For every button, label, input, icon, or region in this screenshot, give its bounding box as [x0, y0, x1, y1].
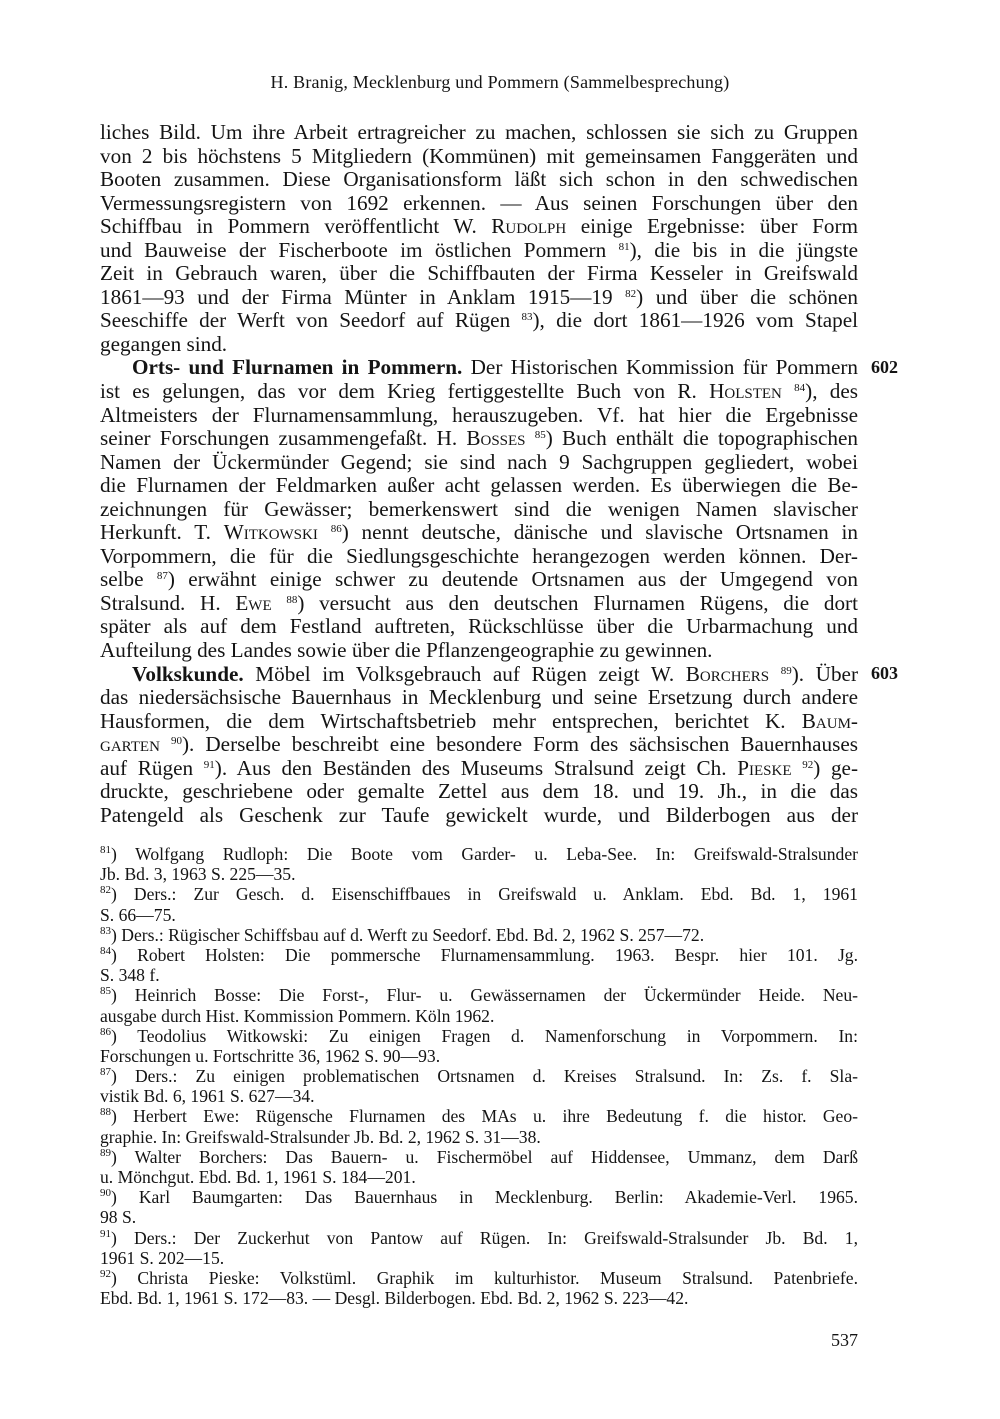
- footnote-paren: ): [111, 1227, 135, 1248]
- author-name: Rudolph: [491, 214, 567, 239]
- body-line: [100, 804, 858, 828]
- text-run: seiner Forschungen zusammengefaßt. H.: [100, 426, 467, 451]
- margin-number-603: 603: [871, 663, 898, 683]
- footnote-text: graphie. In: Greifswald-Stralsunder Jb. Bd. 2, 1962 S. 31—38.: [100, 1126, 541, 1147]
- footnote-paren: ): [111, 844, 136, 864]
- author-name: garten: [100, 732, 160, 757]
- text-run: ). Derselbe beschreibt eine besondere Form des sächsischen Bauernhauses: [181, 732, 858, 757]
- footnote-line: [100, 1248, 858, 1268]
- body-line: [100, 474, 858, 498]
- footnote-line: [100, 864, 858, 884]
- text-run: Schiffbau in Pommern veröffentlicht W.: [100, 214, 492, 239]
- footnote-number: 84: [100, 944, 111, 957]
- footnote-text: vistik Bd. 6, 1961 S. 627—34.: [100, 1086, 315, 1107]
- text-run: selbe: [100, 567, 157, 592]
- footnote-line: [100, 1127, 858, 1147]
- text-run: Herkunft. T.: [100, 520, 224, 545]
- body-line: [100, 545, 858, 569]
- footnote-line: [100, 905, 858, 925]
- footnote-ref: 87: [156, 570, 168, 583]
- footnote-line: [100, 925, 858, 945]
- footnote-ref: 84: [794, 382, 806, 395]
- footnote-line: [100, 1026, 858, 1046]
- footnote-text: Heinrich Bosse: Die Forst-, Flur- u. Gewässernamen der Ückermünder Heide. Neu-: [134, 985, 858, 1006]
- footnote-line: [100, 1187, 858, 1207]
- text-run: [791, 756, 802, 780]
- footnote-number: 81: [100, 844, 111, 856]
- footnote-text: Teodolius Witkowski: Zu einigen Fragen d. Namenforschung in Vorpommern. In:: [137, 1025, 858, 1046]
- body-line: [100, 192, 858, 216]
- footnote-line: [100, 965, 858, 985]
- text-run: ). Aus den Beständen des Museums Stralsund zeigt Ch.: [214, 755, 738, 780]
- footnote-paren: ): [111, 944, 138, 965]
- body-line: [100, 168, 858, 192]
- footnote-number: 82: [100, 884, 111, 897]
- text-run: [160, 732, 171, 756]
- footnote-text: Walter Borchers: Das Bauern- u. Fischermöbel auf Hiddensee, Ummanz, dem Darß: [134, 1146, 858, 1167]
- footnote-line: [100, 1268, 858, 1288]
- text-run: zeichnungen für Gewässer; bemerkenswert sind die wenigen Namen slavischer: [100, 496, 858, 521]
- text-run: Stralsund. H.: [100, 590, 236, 615]
- text-run: Möbel im Volksgebrauch auf Rügen zeigt W.: [243, 661, 686, 686]
- text-run: [769, 662, 781, 686]
- footnote-ref: 90: [170, 735, 182, 748]
- footnote-number: 92: [100, 1267, 111, 1280]
- footnote-text: Herbert Ewe: Rügensche Flurnamen des MAs u. ihre Bedeutung f. die histor. Geo-: [133, 1106, 858, 1127]
- body-line: [100, 615, 858, 639]
- footnote-text: ausgabe durch Hist. Kommission Pommern. Köln 1962.: [100, 1005, 495, 1026]
- footnote-paren: ): [111, 1187, 139, 1208]
- text-run: ), die bis in die jüngste: [629, 237, 859, 262]
- body-line: [100, 663, 858, 687]
- body-line: [100, 286, 858, 310]
- body-line: [100, 309, 858, 333]
- body-line: [100, 780, 858, 804]
- text-run: ), des: [805, 379, 858, 404]
- body-line: [100, 686, 858, 710]
- footnote-line: [100, 1288, 858, 1308]
- footnote-ref: 82: [625, 287, 637, 300]
- footnote-ref: 86: [330, 523, 342, 536]
- body-line: [100, 239, 858, 263]
- footnote-paren: ): [111, 1267, 138, 1288]
- text-run: gegangen sind.: [100, 331, 228, 356]
- footnote-text: Forschungen u. Fortschritte 36, 1962 S. 90—93.: [100, 1045, 441, 1066]
- footnote-ref: 88: [286, 593, 298, 606]
- text-run: Zeit in Gebrauch waren, über die Schiffbauten der Firma Kesseler in Greifswald: [100, 261, 858, 286]
- footnote-text: Ders.: Zur Gesch. d. Eisenschiffbaues in Greifswald u. Anklam. Ebd. Bd. 1, 1961: [133, 884, 858, 905]
- text-run: von 2 bis höchstens 5 Mitgliedern (Kommünen) mit gemeinsamen Fanggeräten und: [100, 143, 858, 168]
- text-run: [526, 426, 535, 450]
- text-run: ) nennt deutsche, dänische und slavische Ortsnamen in: [341, 520, 858, 545]
- footnote-ref: 83: [521, 311, 533, 324]
- footnote-text: Ebd. Bd. 1, 1961 S. 172—83. — Desgl. Bilderbogen. Ebd. Bd. 2, 1962 S. 223—42.: [100, 1288, 689, 1309]
- footnote-line: [100, 1228, 858, 1248]
- body-line: [100, 498, 858, 522]
- footnote-ref: 89: [780, 664, 792, 677]
- body-line: [100, 451, 858, 475]
- text-run: Patengeld als Geschenk zur Taufe gewickelt wurde, und Bilderbogen aus der: [100, 802, 858, 827]
- text-run: Altmeisters der Flurnamensammlung, herauszugeben. Vf. hat hier die Ergebnisse: [100, 402, 858, 427]
- body-line: [100, 380, 858, 404]
- text-run: Booten zusammen. Diese Organisationsform läßt sich schon in den schwedischen: [100, 167, 858, 192]
- body-line: [100, 145, 858, 169]
- text-run: ist es gelungen, das vor dem Krieg fertiggestellte Buch von R.: [100, 379, 710, 404]
- footnote-text: S. 66—75.: [100, 904, 176, 925]
- footnote-line: [100, 1167, 858, 1187]
- footnote-paren: ): [111, 924, 122, 945]
- text-run: Aufteilung des Landes sowie über die Pflanzengeographie zu gewinnen.: [100, 638, 713, 663]
- text-run: [272, 591, 287, 615]
- footnote-number: 83: [100, 924, 111, 937]
- footnote-text: 98 S.: [100, 1207, 137, 1228]
- body-line: [100, 639, 858, 663]
- text-run: auf Rügen: [100, 755, 204, 780]
- footnote-line: [100, 884, 858, 904]
- text-run: Vorpommern, die für die Siedlungsgeschichte herangezogen werden können. Der-: [100, 543, 858, 568]
- author-name: Ewe: [235, 590, 272, 615]
- author-name: Pieske: [737, 755, 792, 780]
- body-line: [100, 404, 858, 428]
- footnote-paren: ): [111, 1025, 138, 1046]
- text-run: druckte, geschriebene oder gemalte Zettel aus dem 18. und 19. Jh., in die das: [100, 779, 858, 804]
- footnote-line: [100, 1006, 858, 1026]
- footnote-text: 1961 S. 202—15.: [100, 1247, 225, 1268]
- page-number: 537: [831, 1330, 858, 1350]
- body-line: [100, 521, 858, 545]
- footnote-number: 89: [100, 1146, 111, 1159]
- section-heading: Volkskunde.: [132, 661, 244, 686]
- author-name: Baum-: [801, 708, 858, 733]
- text-run: [782, 379, 794, 403]
- body-line: [100, 568, 858, 592]
- footnote-paren: ): [111, 1066, 135, 1087]
- footnote-text: Karl Baumgarten: Das Bauernhaus in Mecklenburg. Berlin: Akademie-Verl. 1965.: [138, 1187, 858, 1208]
- footnote-ref: 85: [534, 429, 546, 442]
- footnote-line: [100, 1207, 858, 1227]
- footnote-paren: ): [111, 985, 135, 1006]
- text-run: ), die dort 1861—1926 vom Stapel: [532, 308, 858, 333]
- footnote-text: Ders.: Rügischer Schiffsbau auf d. Werft zu Seedorf. Ebd. Bd. 2, 1962 S. 257—72.: [121, 924, 705, 945]
- footnote-text: u. Mönchgut. Ebd. Bd. 1, 1961 S. 184—201.: [100, 1167, 416, 1187]
- footnote-paren: ): [111, 884, 134, 905]
- body-line: [100, 733, 858, 757]
- author-name: Witkowski: [223, 520, 318, 545]
- text-run: ) ge-: [813, 755, 859, 780]
- text-run: das niedersächsische Bauernhaus in Mecklenburg und seine Ersetzung durch andere: [100, 685, 858, 710]
- footnote-number: 90: [100, 1187, 111, 1200]
- author-name: Holsten: [709, 379, 782, 404]
- footnote-text: Ders.: Der Zuckerhut von Pantow auf Rügen. In: Greifswald-Stralsunder Jb. Bd. 1,: [134, 1227, 859, 1248]
- text-run: ). Über: [791, 661, 859, 686]
- text-run: 1861—93 und der Firma Münter in Anklam 1915—19: [100, 284, 626, 309]
- footnote-number: 88: [100, 1106, 111, 1119]
- footnote-text: Wolfgang Rudloph: Die Boote vom Garder- u. Leba-See. In: Greifswald-Stralsunder: [135, 844, 858, 864]
- footnotes: [100, 844, 858, 1308]
- footnote-line: [100, 1066, 858, 1086]
- text-run: später als auf dem Festland auftreten, Rückschlüsse über die Urbarmachung und: [100, 614, 858, 639]
- footnote-line: [100, 1147, 858, 1167]
- body-line: [100, 262, 858, 286]
- footnote-paren: ): [111, 1106, 134, 1127]
- body-line: [100, 356, 858, 380]
- footnote-paren: ): [111, 1146, 135, 1167]
- footnote-number: 87: [100, 1066, 111, 1079]
- text-run: Hausformen, die dem Wirtschaftsbetrieb mehr entsprechen, berichtet K.: [100, 708, 802, 733]
- body-line: [100, 592, 858, 616]
- footnote-line: [100, 985, 858, 1005]
- footnote-line: [100, 945, 858, 965]
- footnote-text: Jb. Bd. 3, 1963 S. 225—35.: [100, 864, 296, 885]
- text-run: Vermessungsregistern von 1692 erkennen. — Aus seinen Forschungen über den: [100, 190, 858, 215]
- text-run: liches Bild. Um ihre Arbeit ertragreicher zu machen, schlossen sie sich zu Gruppen: [100, 120, 858, 144]
- body-line: [100, 427, 858, 451]
- running-head: H. Branig, Mecklenburg und Pommern (Sammelbesprechung): [270, 72, 730, 92]
- author-name: Borchers: [685, 661, 770, 686]
- text-run: ) versucht aus den deutschen Flurnamen Rügens, die dort: [297, 590, 858, 615]
- text-run: ) Buch enthält die topographischen: [545, 426, 859, 451]
- footnote-line: [100, 844, 858, 864]
- body-line: [100, 215, 858, 239]
- text-run: ) erwähnt einige schwer zu deutende Ortsnamen aus der Umgegend von: [167, 567, 858, 592]
- footnote-ref: 91: [203, 758, 215, 771]
- text-run: einige Ergebnisse: über Form: [566, 214, 858, 239]
- author-name: Bosses: [466, 426, 526, 451]
- footnote-text: Ders.: Zu einigen problematischen Ortsnamen d. Kreises Stralsund. In: Zs. f. Sla-: [134, 1066, 858, 1087]
- footnote-ref: 92: [802, 758, 814, 771]
- body-line: [100, 710, 858, 734]
- text-run: [318, 520, 331, 544]
- footnote-text: S. 348 f.: [100, 965, 160, 986]
- footnote-number: 85: [100, 985, 111, 998]
- body-text: [100, 121, 858, 827]
- text-run: und Bauweise der Fischerboote im östlichen Pommern: [100, 237, 619, 262]
- footnote-ref: 81: [618, 240, 630, 253]
- footnote-line: [100, 1086, 858, 1106]
- section-heading: Orts- und Flurnamen in Pommern.: [132, 355, 463, 380]
- body-line: [100, 121, 858, 145]
- footnote-line: [100, 1106, 858, 1126]
- body-line: [100, 757, 858, 781]
- footnote-text: Christa Pieske: Volkstüml. Graphik im kulturhistor. Museum Stralsund. Patenbriefe.: [137, 1267, 859, 1288]
- margin-number-602: 602: [871, 357, 898, 377]
- text-run: Der Historischen Kommission für Pommern: [462, 355, 859, 380]
- body-line: [100, 333, 858, 357]
- text-run: Namen der Ückermünder Gegend; sie sind nach 9 Sachgruppen gegliedert, wobei: [100, 449, 858, 474]
- footnote-text: Robert Holsten: Die pommersche Flurnamensammlung. 1963. Bespr. hier 101. Jg.: [137, 944, 858, 965]
- footnote-number: 91: [100, 1227, 111, 1240]
- text-run: ) und über die schönen: [636, 284, 859, 309]
- text-run: die Flurnamen der Feldmarken außer acht gelassen werden. Es überwiegen die Be-: [100, 473, 858, 498]
- text-run: Seeschiffe der Werft von Seedorf auf Rügen: [100, 308, 522, 333]
- footnote-number: 86: [100, 1025, 111, 1038]
- footnote-line: [100, 1046, 858, 1066]
